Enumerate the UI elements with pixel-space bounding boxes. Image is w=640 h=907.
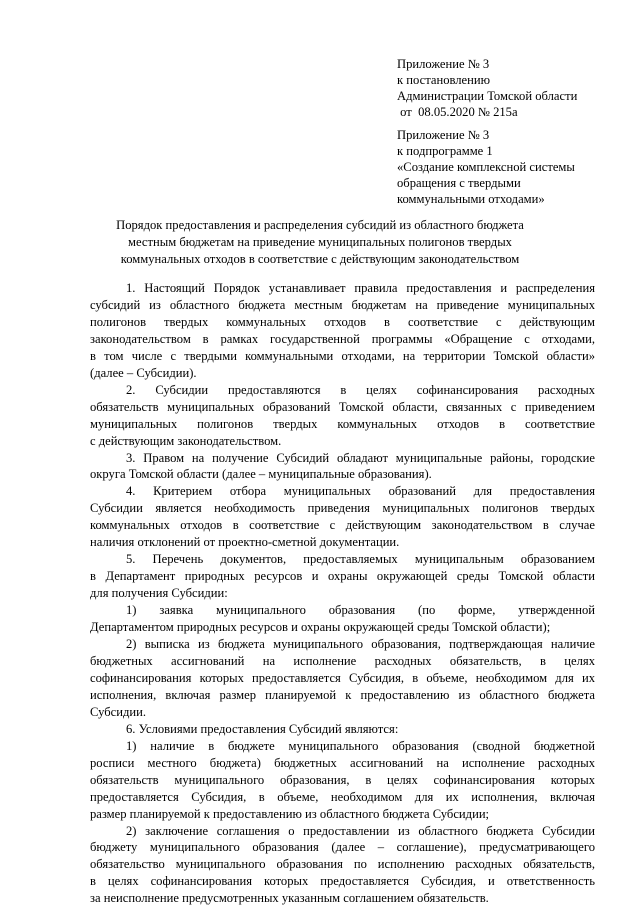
text-line: обязательство муниципального образования по исполнению расходных обязательств, [90,856,595,873]
text-line: (далее – Субсидии). [90,365,595,382]
text-line: законодательством в рамках государственной программы «Обращение с отходами, [90,331,595,348]
text-line: с действующим законодательством. [90,433,595,450]
header-line: Приложение № 3 [397,56,627,72]
text-line: полигонов твердых коммунальных отходов в соответствие с действующим [90,314,595,331]
text-line: 3. Правом на получение Субсидий обладают муниципальные районы, городские [90,450,595,467]
title-line: Порядок предоставления и распределения субсидий из областного бюджета [80,217,560,234]
paragraph-5-item-2 [90,636,595,721]
paragraph-6-item-1 [90,738,595,823]
text-line: коммунальных отходов в соответствие с действующим законодательством в случае [90,517,595,534]
text-line: 1) заявка муниципального образования (по форме, утвержденной [90,602,595,619]
document-body [90,280,595,907]
paragraph-2 [90,382,595,450]
annex-header-resolution [397,56,627,120]
text-line: Субсидии является необходимость приведения муниципальных полигонов твердых [90,500,595,517]
text-line: в том числе с твердыми коммунальными отходами, на территории Томской области» [90,348,595,365]
text-line: обязательств муниципальных образований Томской области, связанных с приведением [90,399,595,416]
text-line: бюджетных ассигнований на исполнение расходных обязательств, в целях [90,653,595,670]
text-line: округа Томской области (далее – муниципальные образования). [90,466,595,483]
text-line: бюджету муниципального образования (далее – соглашение), предусматривающего [90,839,595,856]
paragraph-6 [90,721,595,738]
text-line: 2) выписка из бюджета муниципального образования, подтверждающая наличие [90,636,595,653]
header-line: коммунальными отходами» [397,191,627,207]
text-line: субсидий из областного бюджета местным бюджетам на приведение муниципальных [90,297,595,314]
text-line: Субсидии. [90,704,595,721]
text-line: 1. Настоящий Порядок устанавливает правила предоставления и распределения [90,280,595,297]
text-line: за неисполнение предусмотренных указанным соглашением обязательств. [90,890,595,907]
text-line: обязательств муниципального образования, в целях софинансирования которых [90,772,595,789]
title-line: коммунальных отходов в соответствие с действующим законодательством [80,251,560,268]
text-line: 6. Условиями предоставления Субсидий являются: [90,721,595,738]
header-line: обращения с твердыми [397,175,627,191]
text-line: муниципальных полигонов твердых коммунальных отходов в соответствие [90,416,595,433]
paragraph-3 [90,450,595,484]
paragraph-5-item-1 [90,602,595,636]
header-line: к постановлению [397,72,627,88]
text-line: 2) заключение соглашения о предоставлении из областного бюджета Субсидии [90,823,595,840]
document-title [80,217,560,268]
annex-header-subprogram [397,127,627,207]
text-line: Департаментом природных ресурсов и охраны окружающей среды Томской области); [90,619,595,636]
text-line: предоставляется Субсидия, в объеме, необходимом для их исполнения, включая [90,789,595,806]
paragraph-6-item-2 [90,823,595,907]
text-line: 1) наличие в бюджете муниципального образования (сводной бюджетной [90,738,595,755]
text-line: для получения Субсидии: [90,585,595,602]
text-line: в целях софинансирования которых предоставляется Субсидия, и ответственность [90,873,595,890]
text-line: 5. Перечень документов, предоставляемых муниципальным образованием [90,551,595,568]
text-line: росписи местного бюджета) бюджетных ассигнований на исполнение расходных [90,755,595,772]
header-line: от 08.05.2020 № 215а [397,104,627,120]
header-line: к подпрограмме 1 [397,143,627,159]
text-line: 4. Критерием отбора муниципальных образований для предоставления [90,483,595,500]
header-line: Администрации Томской области [397,88,627,104]
text-line: исполнения, включая размер планируемой к предоставлению из областного бюджета [90,687,595,704]
text-line: наличия отклонений от проектно-сметной документации. [90,534,595,551]
text-line: в Департамент природных ресурсов и охраны окружающей среды Томской области [90,568,595,585]
header-line: Приложение № 3 [397,127,627,143]
text-line: размер планируемой к предоставлению из областного бюджета Субсидии; [90,806,595,823]
paragraph-1 [90,280,595,382]
paragraph-5 [90,551,595,602]
text-line: софинансирования которых предоставляется Субсидия, в объеме, необходимом для их [90,670,595,687]
paragraph-4 [90,483,595,551]
title-line: местным бюджетам на приведение муниципальных полигонов твердых [80,234,560,251]
header-line: «Создание комплексной системы [397,159,627,175]
text-line: 2. Субсидии предоставляются в целях софинансирования расходных [90,382,595,399]
